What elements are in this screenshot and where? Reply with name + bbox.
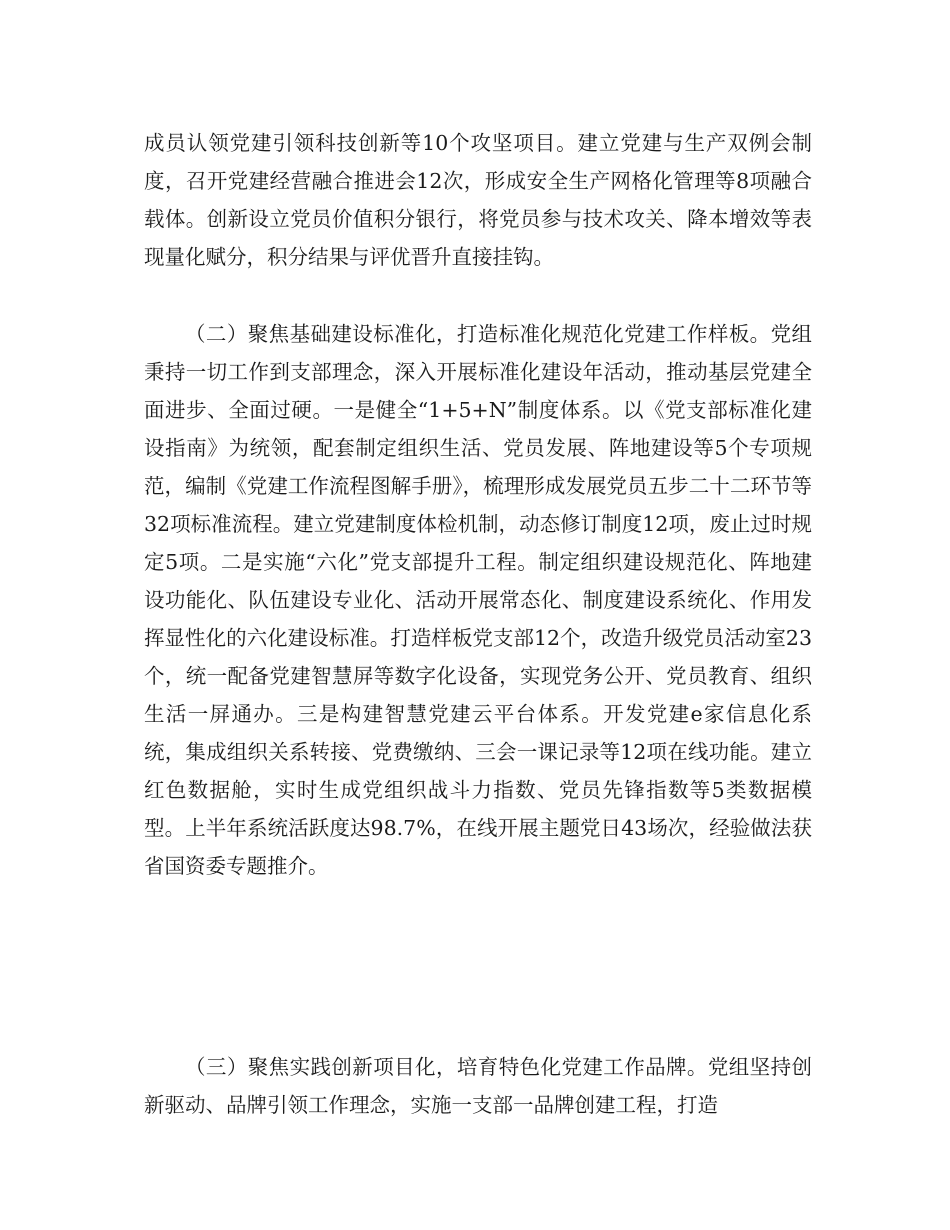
paragraph-text: 成员认领党建引领科技创新等10个攻坚项目。建立党建与生产双例会制度，召开党建经营融合推进会12次，形成安全生产网格化管理等8项融合载体。创新设立党员价值积分银行，将党员参与技术攻关、降本增效等表现量化赋分，积分结果与评优晋升直接挂钩。 xyxy=(144,131,812,269)
paragraph-section-two xyxy=(144,315,812,885)
paragraph-text: （二）聚焦基础建设标准化，打造标准化规范化党建工作样板。党组秉持一切工作到支部理念，深入开展标准化建设年活动，推动基层党建全面进步、全面过硬。一是健全“1+5+N”制度体系。以《党支部标准化建设指南》为统领，配套制定组织生活、党员发展、阵地建设等5个专项规范，编制《党建工作流程图解手册》，梳理形成发展党员五步二十二环节等32项标准流程。建立党建制度体检机制，动态修订制度12项，废止过时规定5项。二是实施“六化”党支部提升工程。制定组织建设规范化、阵地建设功能化、队伍建设专业化、活动开展常态化、制度建设系统化、作用发挥显性化的六化建设标准。打造样板党支部12个，改造升级党员活动室23个，统一配备党建智慧屏等数字化设备，实现党务公开、党员教育、组织生活一屏通办。三是构建智慧党建云平台体系。开发党建e家信息化系统，集成组织关系转接、党费缴纳、三会一课记录等12项在线功能。建立红色数据舱，实时生成党组织战斗力指数、党员先锋指数等5类数据模型。上半年系统活跃度达98.7%，在线开展主题党日43场次，经验做法获省国资委专题推介。 xyxy=(144,322,812,878)
paragraph-section-three xyxy=(144,1048,812,1124)
paragraph-text: （三）聚焦实践创新项目化，培育特色化党建工作品牌。党组坚持创新驱动、品牌引领工作理念，实施一支部一品牌创建工程，打造 xyxy=(144,1055,812,1117)
paragraph-continuation xyxy=(144,124,812,276)
